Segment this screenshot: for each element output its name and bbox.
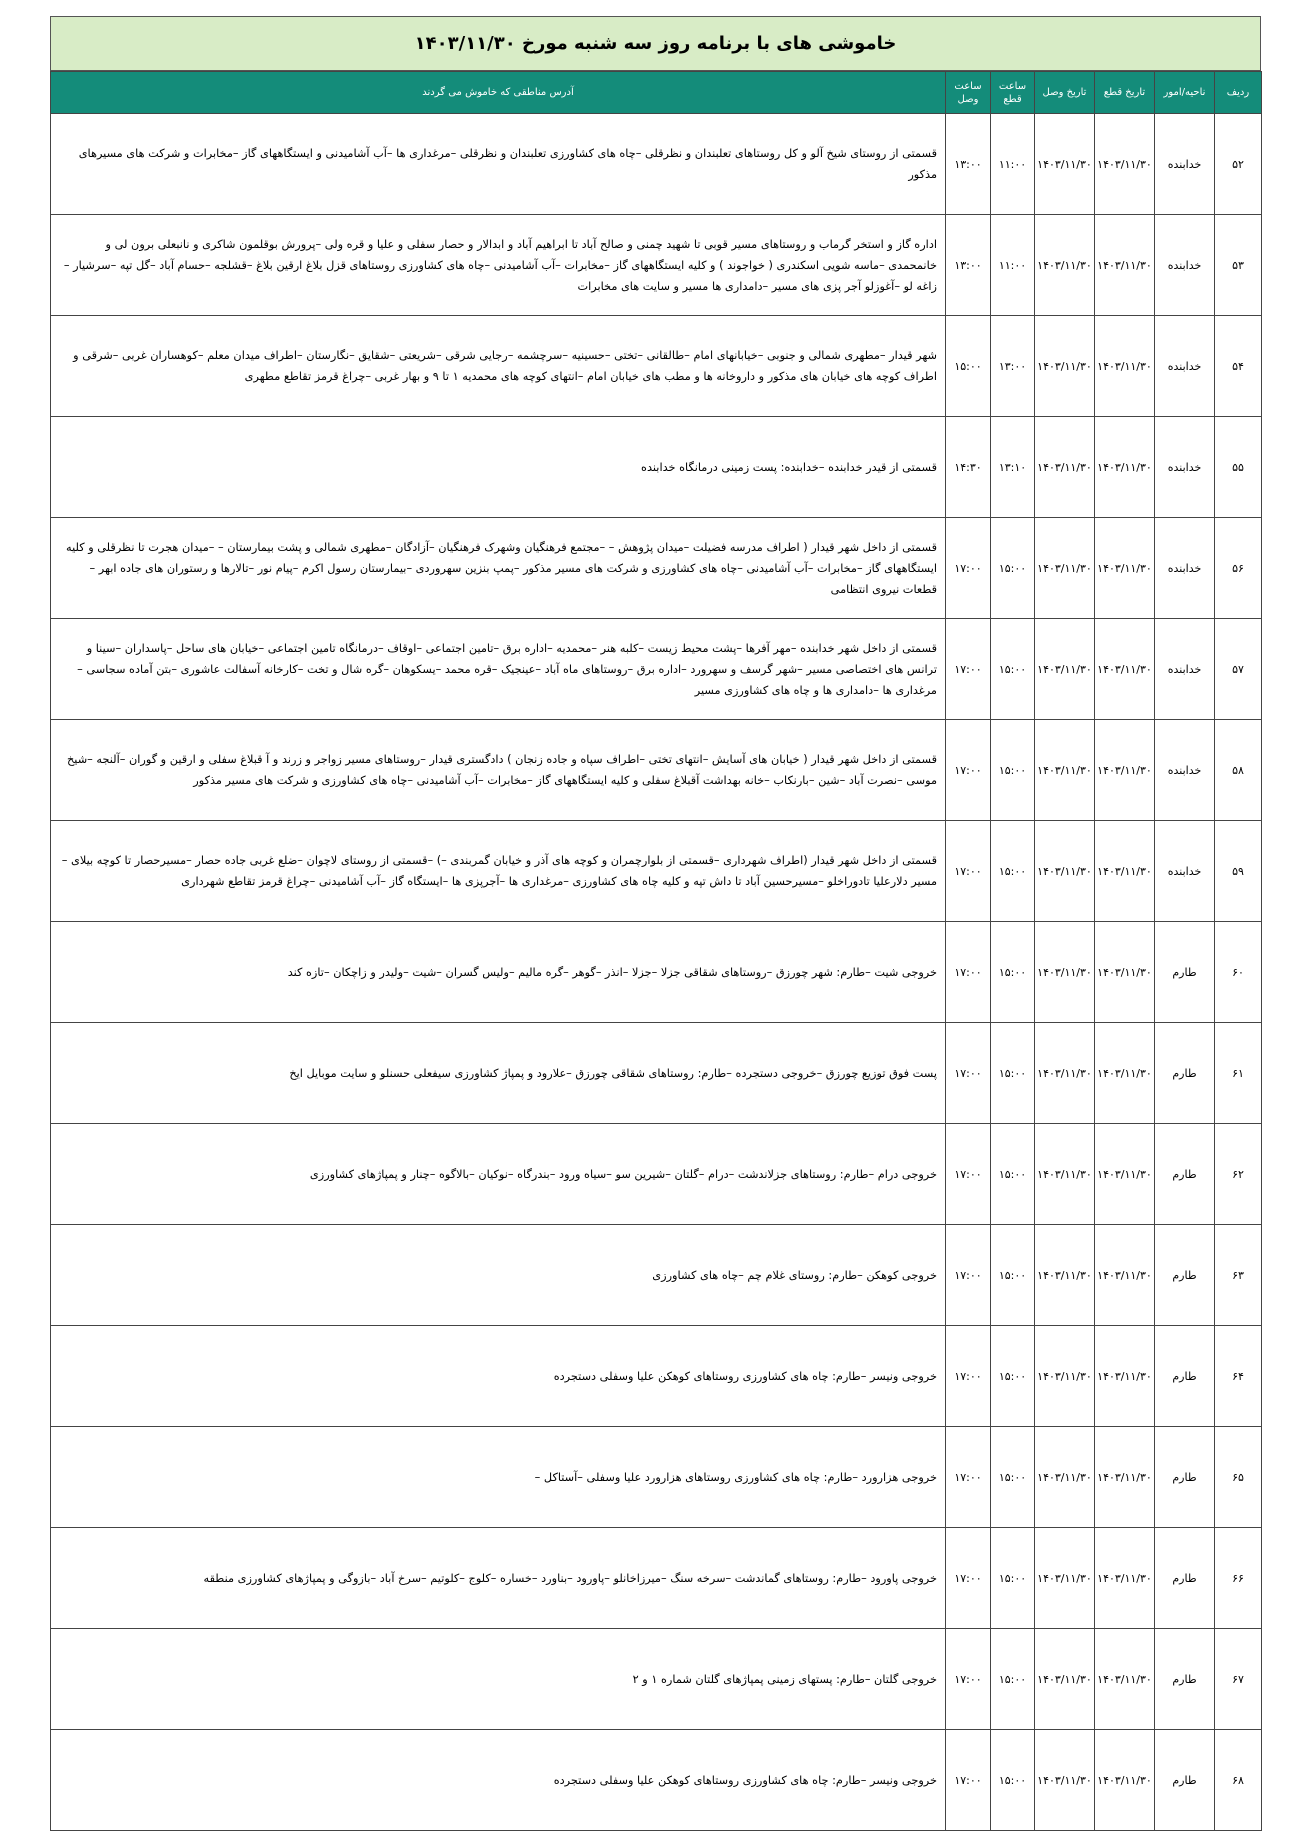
cell-cut-date: ۱۴۰۳/۱۱/۳۰ [1095, 1124, 1155, 1225]
cell-cut-date: ۱۴۰۳/۱۱/۳۰ [1095, 720, 1155, 821]
cell-cut-date: ۱۴۰۳/۱۱/۳۰ [1095, 1326, 1155, 1427]
cell-cut-time: ۱۵:۰۰ [991, 1023, 1035, 1124]
cell-area: طارم [1155, 1629, 1215, 1730]
cell-cut-time: ۱۵:۰۰ [991, 922, 1035, 1023]
table-row [51, 720, 1262, 821]
cell-cut-time: ۱۳:۱۰ [991, 417, 1035, 518]
cell-cut-time: ۱۵:۰۰ [991, 1629, 1035, 1730]
cell-cut-time: ۱۵:۰۰ [991, 1124, 1035, 1225]
outage-schedule-sheet [50, 16, 1261, 1831]
cell-cut-time: ۱۵:۰۰ [991, 1528, 1035, 1629]
table-row [51, 1629, 1262, 1730]
cell-connect-date: ۱۴۰۳/۱۱/۳۰ [1035, 1023, 1095, 1124]
cell-cut-date: ۱۴۰۳/۱۱/۳۰ [1095, 1225, 1155, 1326]
cell-connect-time: ۱۳:۰۰ [946, 215, 991, 316]
cell-row-number: ۵۵ [1215, 417, 1262, 518]
cell-address: قسمتی از داخل شهر خدابنده –مهر آفرها –پشت محیط زیست –کلبه هنر –محمدیه –اداره برق –تامین اجتماعی –اوقاف –درمانگاه تامین اجتماعی –خیابان های ساحل –پاسداران –سینا و ترانس های اختصاصی مسیر –شهر گرسف و سهرورد –اداره برق –روستاهای ماه آباد –عینجیک –قره محمد –یسکوهان –گره شال و تخت –کارخانه آسفالت عاشوری –بتن آماده سجاسی –مرغداری ها –دامداری ها و چاه های کشاورزی مسیر [51, 619, 946, 720]
cell-address: خروجی گلتان –طارم: پستهای زمینی پمپاژهای گلتان شماره ۱ و ۲ [51, 1629, 946, 1730]
cell-connect-date: ۱۴۰۳/۱۱/۳۰ [1035, 114, 1095, 215]
header-row [51, 72, 1262, 114]
page-title: خاموشی های با برنامه روز سه شنبه مورخ ۱۴۰۳/۱۱/۳۰ [50, 16, 1261, 71]
cell-cut-date: ۱۴۰۳/۱۱/۳۰ [1095, 1023, 1155, 1124]
cell-cut-date: ۱۴۰۳/۱۱/۳۰ [1095, 1629, 1155, 1730]
cell-row-number: ۵۴ [1215, 316, 1262, 417]
cell-address: خروجی ونیسر –طارم: چاه های کشاورزی روستاهای کوهکن علیا وسفلی دستجرده [51, 1326, 946, 1427]
cell-row-number: ۶۱ [1215, 1023, 1262, 1124]
cell-cut-time: ۱۱:۰۰ [991, 215, 1035, 316]
cell-address: قسمتی از داخل شهر قیدار ( اطراف مدرسه فضیلت –میدان پژوهش – –مجتمع فرهنگیان وشهرک فرهنگیان –آزادگان –مطهری شمالی و پشت بیمارستان – –میدان هجرت تا نظرقلی و کلیه ایستگاههای گاز –مخابرات –آب آشامیدنی –چاه های کشاورزی و شرکت های مسیر مذکور –پمپ بنزین سهروردی –بیمارستان رسول اکرم –پیام نور –تالارها و رستوران های جاده ابهر –قطعات نیروی انتظامی [51, 518, 946, 619]
table-row [51, 114, 1262, 215]
cell-cut-date: ۱۴۰۳/۱۱/۳۰ [1095, 821, 1155, 922]
cell-cut-time: ۱۳:۰۰ [991, 316, 1035, 417]
cell-cut-date: ۱۴۰۳/۱۱/۳۰ [1095, 518, 1155, 619]
cell-connect-date: ۱۴۰۳/۱۱/۳۰ [1035, 1225, 1095, 1326]
cell-connect-time: ۱۷:۰۰ [946, 518, 991, 619]
cell-area: خدابنده [1155, 215, 1215, 316]
cell-address: خروجی پاورود –طارم: روستاهای گماندشت –سرخه سنگ –میرزاخانلو –پاورود –بناورد –خساره –کلوج –کلوتیم –سرخ آباد –بازوگی و پمپاژهای کشاورزی منطقه [51, 1528, 946, 1629]
cell-area: خدابنده [1155, 619, 1215, 720]
cell-connect-date: ۱۴۰۳/۱۱/۳۰ [1035, 316, 1095, 417]
cell-cut-time: ۱۵:۰۰ [991, 720, 1035, 821]
cell-connect-time: ۱۷:۰۰ [946, 1326, 991, 1427]
cell-row-number: ۶۳ [1215, 1225, 1262, 1326]
cell-connect-date: ۱۴۰۳/۱۱/۳۰ [1035, 619, 1095, 720]
cell-cut-date: ۱۴۰۳/۱۱/۳۰ [1095, 114, 1155, 215]
cell-connect-date: ۱۴۰۳/۱۱/۳۰ [1035, 1730, 1095, 1831]
cell-area: طارم [1155, 1326, 1215, 1427]
table-row [51, 215, 1262, 316]
cell-cut-time: ۱۵:۰۰ [991, 821, 1035, 922]
cell-cut-time: ۱۱:۰۰ [991, 114, 1035, 215]
cell-row-number: ۵۹ [1215, 821, 1262, 922]
cell-row-number: ۶۴ [1215, 1326, 1262, 1427]
cell-connect-time: ۱۷:۰۰ [946, 821, 991, 922]
cell-row-number: ۶۸ [1215, 1730, 1262, 1831]
cell-connect-date: ۱۴۰۳/۱۱/۳۰ [1035, 922, 1095, 1023]
cell-address: پست فوق توزیع چورزق –خروجی دستجرده –طارم: روستاهای شقاقی چورزق –علارود و پمپاژ کشاورزی سیفعلی حسنلو و سایت موبایل ایخ [51, 1023, 946, 1124]
cell-row-number: ۵۸ [1215, 720, 1262, 821]
cell-cut-time: ۱۵:۰۰ [991, 518, 1035, 619]
cell-connect-time: ۱۷:۰۰ [946, 1629, 991, 1730]
cell-cut-time: ۱۵:۰۰ [991, 1326, 1035, 1427]
cell-row-number: ۵۷ [1215, 619, 1262, 720]
header-row-number: ردیف [1215, 72, 1262, 114]
table-row [51, 417, 1262, 518]
cell-connect-time: ۱۷:۰۰ [946, 1023, 991, 1124]
header-connect-date: تاریخ وصل [1035, 72, 1095, 114]
table-row [51, 518, 1262, 619]
cell-cut-time: ۱۵:۰۰ [991, 1427, 1035, 1528]
cell-connect-time: ۱۴:۳۰ [946, 417, 991, 518]
cell-connect-date: ۱۴۰۳/۱۱/۳۰ [1035, 518, 1095, 619]
cell-area: خدابنده [1155, 114, 1215, 215]
cell-area: طارم [1155, 922, 1215, 1023]
cell-address: خروجی ونیسر –طارم: چاه های کشاورزی روستاهای کوهکن علیا وسفلی دستجرده [51, 1730, 946, 1831]
cell-row-number: ۶۲ [1215, 1124, 1262, 1225]
cell-connect-time: ۱۷:۰۰ [946, 1225, 991, 1326]
cell-address: شهر قیدار –مطهری شمالی و جنوبی –خیابانهای امام –طالقانی –تختی –حسینیه –سرچشمه –رجایی شرقی –شریعتی –شقایق –نگارستان –اطراف میدان معلم –کوهساران غربی –شرقی و اطراف کوچه های خیابان های مذکور و داروخانه ها و مطب های خیابان امام –انتهای کوچه های محمدیه ۱ تا ۹ و بهار غربی –چراغ قرمز تقاطع مطهری [51, 316, 946, 417]
cell-connect-time: ۱۷:۰۰ [946, 1730, 991, 1831]
cell-row-number: ۵۳ [1215, 215, 1262, 316]
table-row [51, 1528, 1262, 1629]
cell-area: خدابنده [1155, 518, 1215, 619]
cell-address: خروجی کوهکن –طارم: روستای غلام چم –چاه های کشاورزی [51, 1225, 946, 1326]
cell-connect-date: ۱۴۰۳/۱۱/۳۰ [1035, 821, 1095, 922]
cell-connect-time: ۱۷:۰۰ [946, 922, 991, 1023]
cell-connect-time: ۱۷:۰۰ [946, 1528, 991, 1629]
cell-connect-time: ۱۷:۰۰ [946, 619, 991, 720]
cell-area: طارم [1155, 1528, 1215, 1629]
cell-address: اداره گاز و استخر گرماب و روستاهای مسیر قوبی تا شهید چمنی و صالح آباد تا ابراهیم آباد و ابدالار و حصار سفلی و علیا و قره ولی –پرورش بوقلمون شاکری و نانبعلی برون لی و خانمحمدی –ماسه شویی اسکندری ( خواجوند ) و کلیه ایستگاههای گاز –مخابرات –آب آشامیدنی –چاه های کشاورزی روستاهای قزل بلاغ ارقین بلاغ –قشلجه –حسام آباد –گل تپه –سرشیار –زاغه لو –آغوزلو آجر پزی های مسیر –دامداری ها مسیر و سایت های مخابرات [51, 215, 946, 316]
cell-address: قسمتی از داخل شهر قیدار ( خیابان های آسایش –انتهای تختی –اطراف سپاه و جاده زنجان ) دادگستری قیدار –روستاهای مسیر زواجر و زرند و آ قبلاغ سفلی و ارقین و گوران –آلنجه –شیخ موسی –نصرت آباد –شین –بارنکاب –خانه بهداشت آقبلاغ سفلی و کلیه ایستگاههای گاز –مخابرات –آب آشامیدنی –چاه های کشاورزی و شرکت های مسیر مذکور [51, 720, 946, 821]
cell-cut-date: ۱۴۰۳/۱۱/۳۰ [1095, 417, 1155, 518]
cell-address: خروجی شیت –طارم: شهر چورزق –روستاهای شقاقی جزلا –جزلا –انذر –گوهر –گره مالیم –ولیس گسران –شیت –ولیدر و زاچکان –تازه کند [51, 922, 946, 1023]
cell-address: خروجی درام –طارم: روستاهای جزلاندشت –درام –گلتان –شیرین سو –سیاه ورود –بندرگاه –نوکیان –بالاگوه –چنار و پمپاژهای کشاورزی [51, 1124, 946, 1225]
table-row [51, 1023, 1262, 1124]
header-cut-time: ساعت قطع [991, 72, 1035, 114]
cell-row-number: ۶۵ [1215, 1427, 1262, 1528]
cell-cut-time: ۱۵:۰۰ [991, 619, 1035, 720]
cell-cut-date: ۱۴۰۳/۱۱/۳۰ [1095, 1730, 1155, 1831]
cell-area: خدابنده [1155, 821, 1215, 922]
cell-cut-date: ۱۴۰۳/۱۱/۳۰ [1095, 316, 1155, 417]
cell-connect-date: ۱۴۰۳/۱۱/۳۰ [1035, 1528, 1095, 1629]
cell-connect-date: ۱۴۰۳/۱۱/۳۰ [1035, 1629, 1095, 1730]
cell-connect-date: ۱۴۰۳/۱۱/۳۰ [1035, 215, 1095, 316]
table-row [51, 316, 1262, 417]
cell-area: طارم [1155, 1023, 1215, 1124]
cell-row-number: ۶۰ [1215, 922, 1262, 1023]
cell-address: خروجی هزارورد –طارم: چاه های کشاورزی روستاهای هزارورد علیا وسفلی –آستاکل – [51, 1427, 946, 1528]
cell-row-number: ۵۶ [1215, 518, 1262, 619]
table-row [51, 1326, 1262, 1427]
table-row [51, 1225, 1262, 1326]
table-row [51, 1730, 1262, 1831]
cell-cut-time: ۱۵:۰۰ [991, 1225, 1035, 1326]
header-connect-time: ساعت وصل [946, 72, 991, 114]
cell-connect-date: ۱۴۰۳/۱۱/۳۰ [1035, 1427, 1095, 1528]
cell-connect-time: ۱۳:۰۰ [946, 114, 991, 215]
cell-address: قسمتی از داخل شهر قیدار (اطراف شهرداری –قسمتی از بلوارچمران و کوچه های آذر و خیابان گمربندی –) –قسمتی از روستای لاچوان –ضلع غربی جاده حصار –مسیرحصار تا کوچه بیلای –مسیر دلارعلیا تادوراخلو –مسیرحسین آباد تا داش تپه و کلیه چاه های کشاورزی –مرغداری ها –آجرپزی ها –ایستگاه گاز –آب آشامیدنی –چراغ قرمز تقاطع شهرداری [51, 821, 946, 922]
cell-area: خدابنده [1155, 720, 1215, 821]
cell-cut-time: ۱۵:۰۰ [991, 1730, 1035, 1831]
table-row [51, 1124, 1262, 1225]
table-row [51, 619, 1262, 720]
cell-connect-date: ۱۴۰۳/۱۱/۳۰ [1035, 417, 1095, 518]
header-cut-date: تاریخ قطع [1095, 72, 1155, 114]
cell-address: قسمتی از قیدر خدابنده –خدابنده: پست زمینی درمانگاه خدابنده [51, 417, 946, 518]
cell-address: قسمتی از روستای شیخ آلو و کل روستاهای تعلبندان و نظرقلی –چاه های کشاورزی تعلبندان و نظرقلی –مرغداری ها –آب آشامیدنی و ایستگاههای گاز –مخابرات و شرکت های مسیرهای مذکور [51, 114, 946, 215]
header-area: ناحیه/امور [1155, 72, 1215, 114]
cell-cut-date: ۱۴۰۳/۱۱/۳۰ [1095, 922, 1155, 1023]
cell-row-number: ۶۶ [1215, 1528, 1262, 1629]
cell-area: طارم [1155, 1427, 1215, 1528]
outage-table [50, 71, 1262, 1831]
cell-connect-time: ۱۷:۰۰ [946, 720, 991, 821]
cell-connect-date: ۱۴۰۳/۱۱/۳۰ [1035, 720, 1095, 821]
cell-cut-date: ۱۴۰۳/۱۱/۳۰ [1095, 1528, 1155, 1629]
cell-area: طارم [1155, 1124, 1215, 1225]
cell-connect-date: ۱۴۰۳/۱۱/۳۰ [1035, 1124, 1095, 1225]
cell-connect-time: ۱۷:۰۰ [946, 1427, 991, 1528]
cell-area: طارم [1155, 1225, 1215, 1326]
cell-area: خدابنده [1155, 417, 1215, 518]
table-body [51, 114, 1262, 1831]
cell-row-number: ۵۲ [1215, 114, 1262, 215]
cell-area: خدابنده [1155, 316, 1215, 417]
cell-connect-time: ۱۵:۰۰ [946, 316, 991, 417]
cell-connect-time: ۱۷:۰۰ [946, 1124, 991, 1225]
cell-connect-date: ۱۴۰۳/۱۱/۳۰ [1035, 1326, 1095, 1427]
cell-area: طارم [1155, 1730, 1215, 1831]
cell-row-number: ۶۷ [1215, 1629, 1262, 1730]
table-row [51, 821, 1262, 922]
table-row [51, 922, 1262, 1023]
cell-cut-date: ۱۴۰۳/۱۱/۳۰ [1095, 619, 1155, 720]
header-address: آدرس مناطقی که خاموش می گردند [51, 72, 946, 114]
table-row [51, 1427, 1262, 1528]
cell-cut-date: ۱۴۰۳/۱۱/۳۰ [1095, 1427, 1155, 1528]
cell-cut-date: ۱۴۰۳/۱۱/۳۰ [1095, 215, 1155, 316]
